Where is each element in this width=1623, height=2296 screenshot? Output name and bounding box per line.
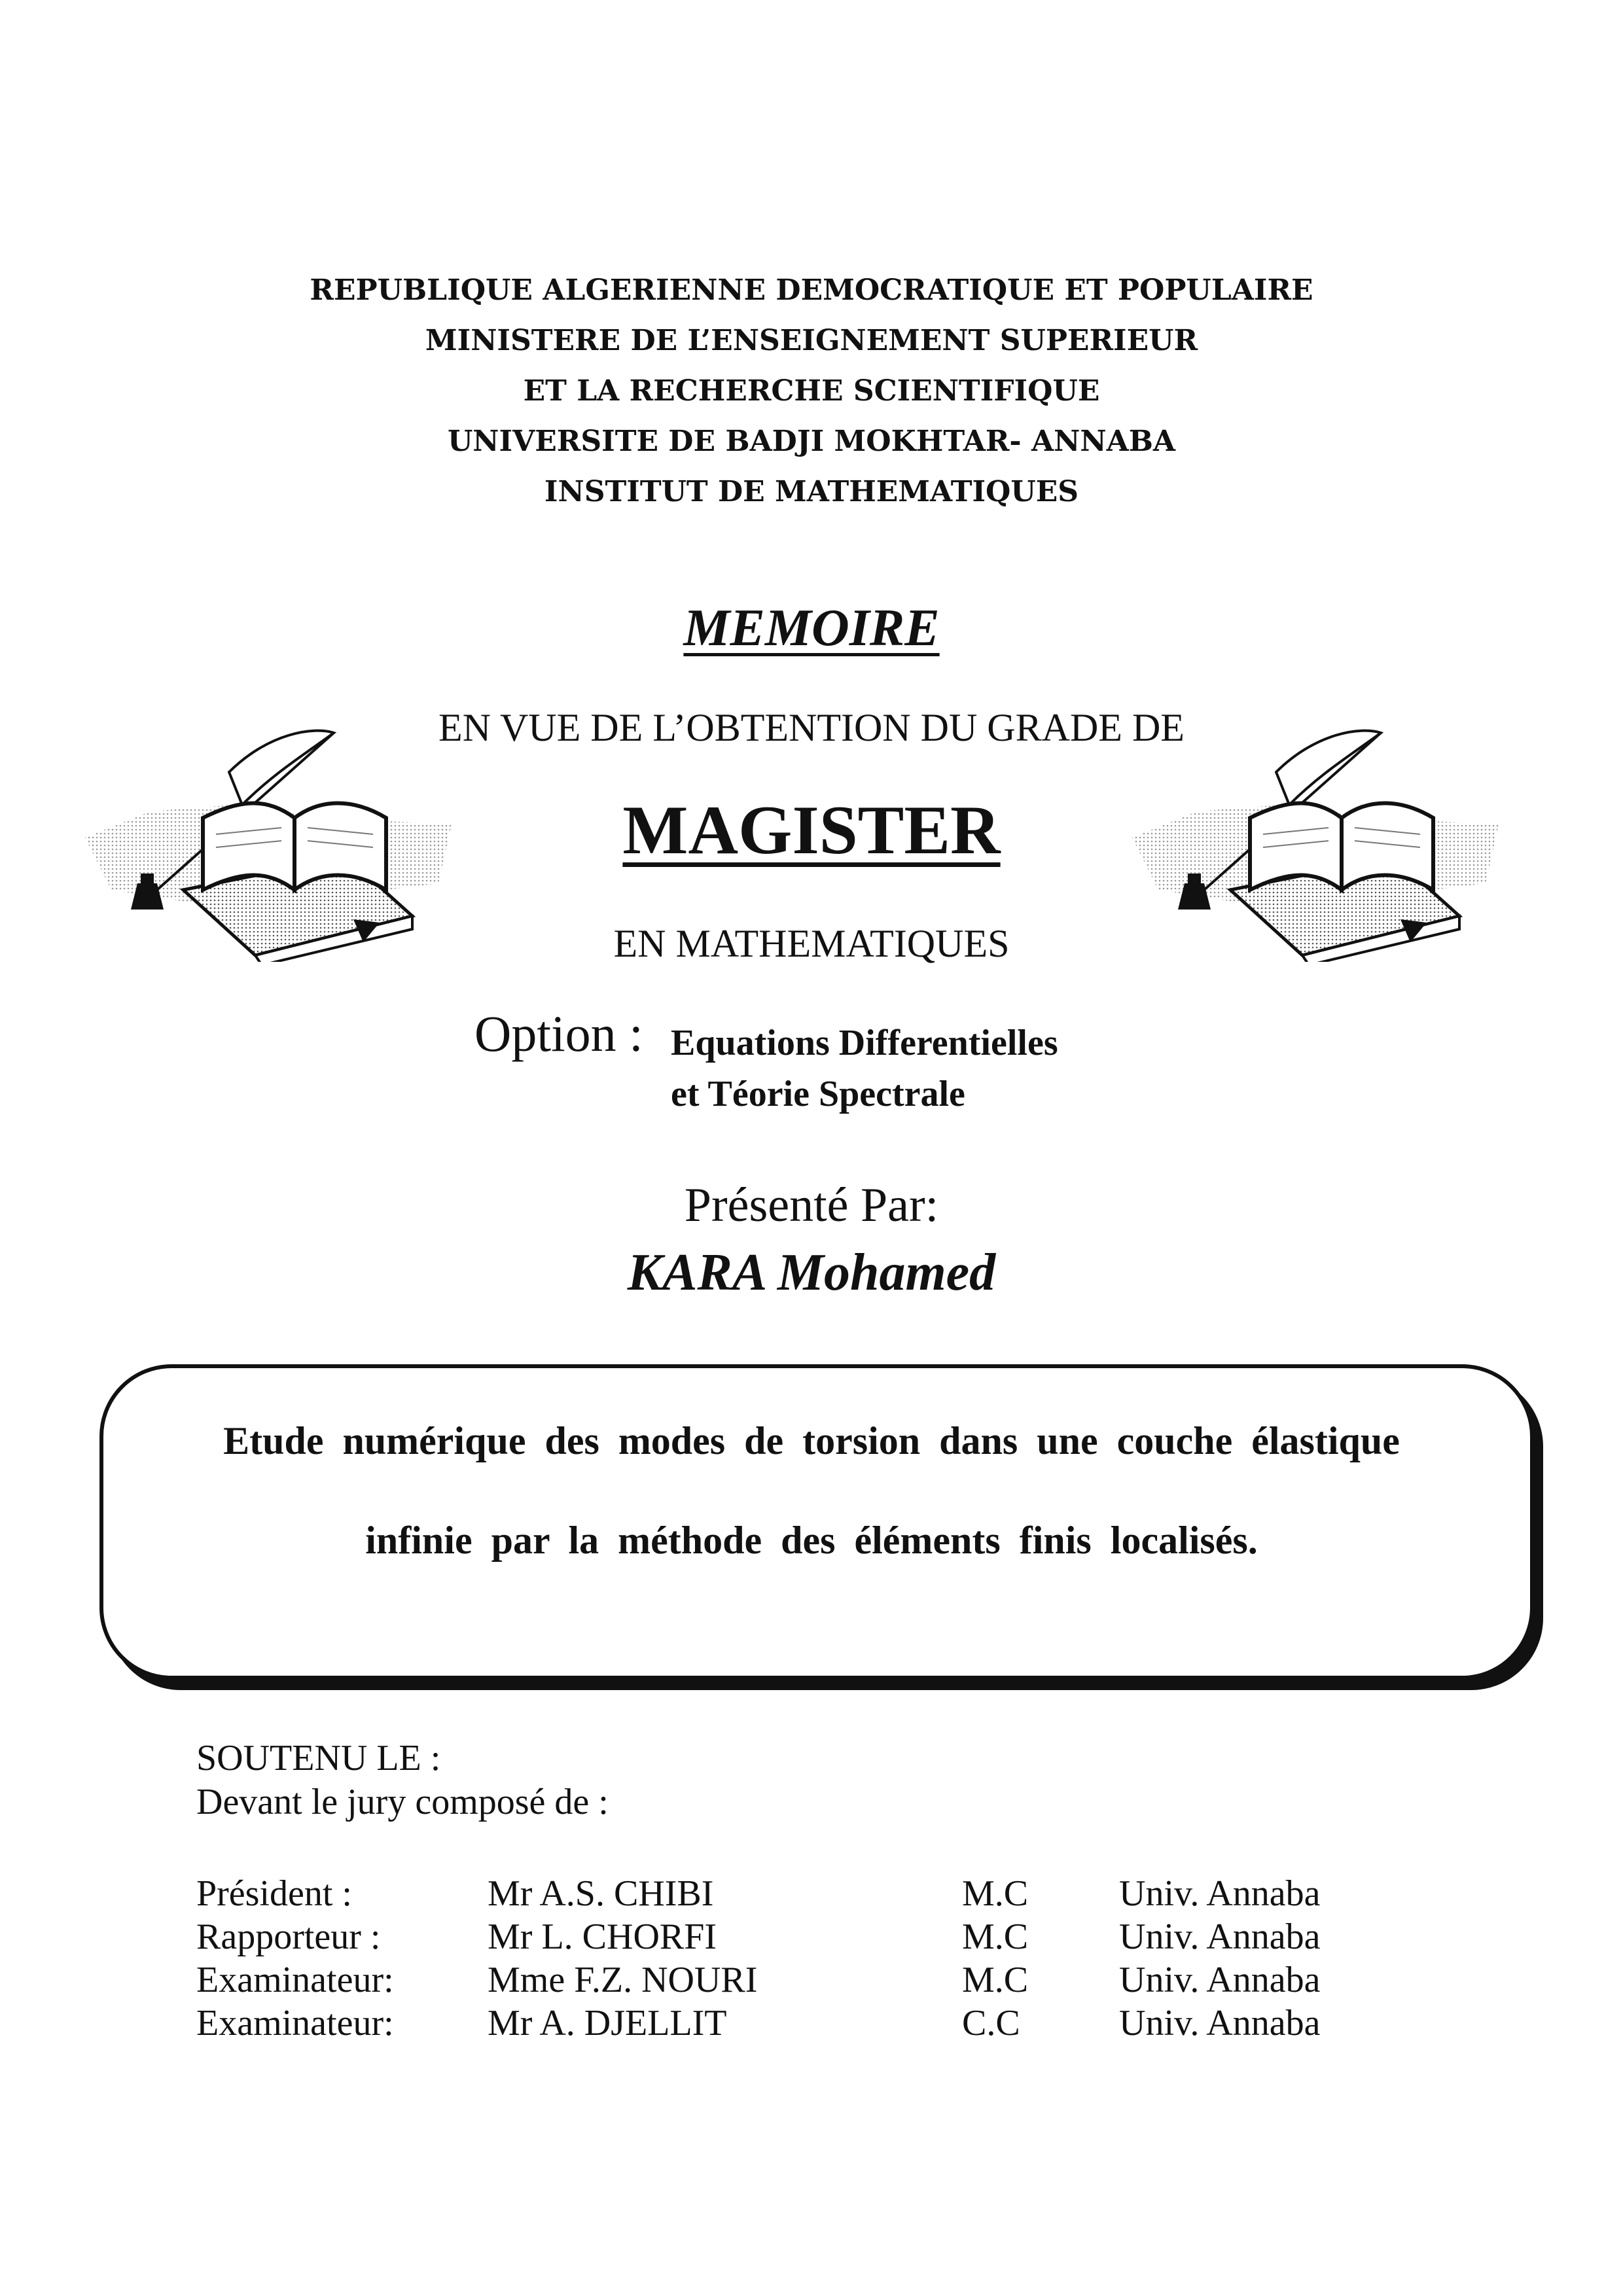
thesis-title-line-1: Etude numérique des modes de torsion dans une couche élastique: [223, 1419, 1400, 1462]
jury-institution: Univ. Annaba: [1119, 2003, 1321, 2043]
jury-grade: M.C: [962, 1873, 1029, 1914]
jury-name: Mr A. DJELLIT: [488, 2003, 727, 2043]
jury-institution: Univ. Annaba: [1119, 1960, 1321, 2000]
header-research: ET LA RECHERCHE SCIENTIFIQUE: [523, 374, 1100, 408]
books-quill-inkwell-icon: [1119, 726, 1512, 962]
degree-field: EN MATHEMATIQUES: [613, 922, 1010, 965]
header-republic: REPUBLIQUE ALGERIENNE DEMOCRATIQUE ET POPULAIRE: [310, 274, 1313, 307]
jury-grade: C.C: [962, 2003, 1020, 2043]
presented-by-label: Présenté Par:: [684, 1178, 939, 1232]
option-label: Option :: [474, 1005, 643, 1062]
books-quill-inkwell-icon: [72, 726, 465, 962]
jury-role: Rapporteur :: [196, 1916, 381, 1957]
jury-grade: M.C: [962, 1916, 1029, 1957]
option-line-1: Equations Differentielles: [671, 1023, 1058, 1063]
document-subtitle: EN VUE DE L’OBTENTION DU GRADE DE: [438, 706, 1185, 749]
degree-title: MAGISTER: [622, 792, 1001, 868]
jury-role: Examinateur:: [196, 1960, 394, 2000]
header-ministry: MINISTERE DE L’ENSEIGNEMENT SUPERIEUR: [425, 324, 1198, 357]
header-university: UNIVERSITE DE BADJI MOKHTAR- ANNABA: [447, 425, 1176, 458]
jury-intro: Devant le jury composé de :: [196, 1782, 609, 1822]
jury-name: Mr L. CHORFI: [488, 1916, 717, 1957]
jury-name: Mme F.Z. NOURI: [488, 1960, 758, 2000]
defense-date-label: SOUTENU LE :: [196, 1738, 441, 1778]
jury-institution: Univ. Annaba: [1119, 1916, 1321, 1957]
jury-name: Mr A.S. CHIBI: [488, 1873, 714, 1914]
option-line-2: et Téorie Spectrale: [671, 1074, 965, 1114]
header-institute: INSTITUT DE MATHEMATIQUES: [544, 475, 1079, 508]
jury-institution: Univ. Annaba: [1119, 1873, 1321, 1914]
author-name: KARA Mohamed: [627, 1244, 996, 1301]
jury-role: Examinateur:: [196, 2003, 394, 2043]
jury-role: Président :: [196, 1873, 352, 1914]
document-type: MEMOIRE: [683, 599, 940, 657]
thesis-title-line-2: infinie par la méthode des éléments finis localisés.: [365, 1519, 1258, 1562]
jury-grade: M.C: [962, 1960, 1029, 2000]
